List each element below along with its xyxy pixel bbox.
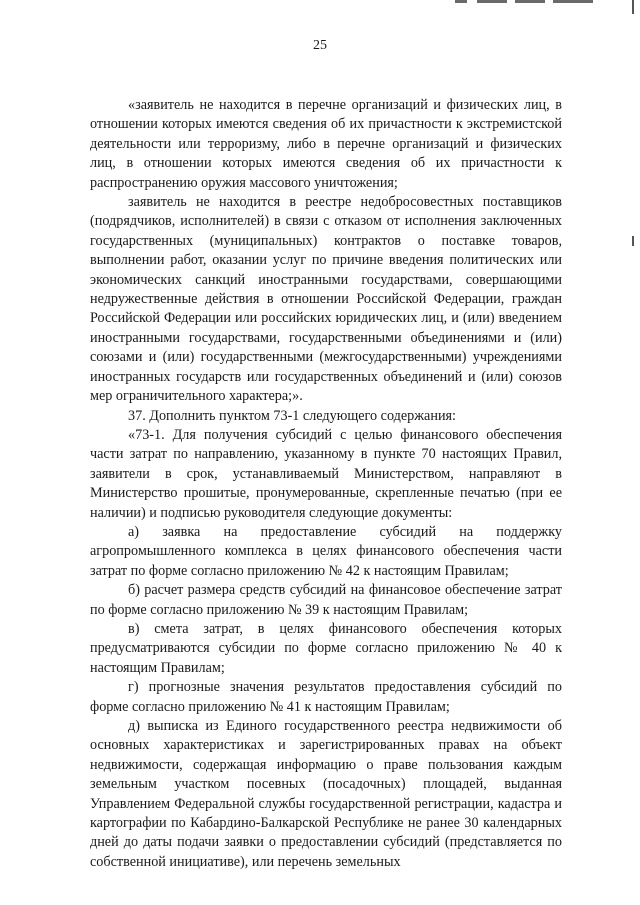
paragraph-extremism-list: «заявитель не находится в перечне организаций и физических лиц, в отношении которых имеются сведения об их причастности к экстремистской деятельности или терроризму, либо в перечне организаций и физических лиц, в отношении которых имеются сведения об их причастности к распространению оружия массового уничтожения; [90,97,562,191]
paragraph-item-37: 37. Дополнить пунктом 73-1 следующего содержания: [128,407,457,424]
list-item-a: а) заявка на предоставление субсидий на поддержку агропромышленного комплекса в целях финансового обеспечения части затрат по форме согласно приложению № 42 к настоящим Правилам; [90,523,562,579]
scan-artifact-edge-top [632,0,634,14]
scan-artifact-edge-middle [632,236,634,246]
document-body [90,96,562,872]
page-number: 25 [313,38,327,53]
list-item-g: г) прогнозные значения результатов предоставления субсидий по форме согласно приложению № 41 к настоящим Правилам; [90,679,562,715]
paragraph-unreliable-suppliers-registry: заявитель не находится в реестре недобросовестных поставщиков (подрядчиков, исполнителей) в связи с отказом от исполнения заключенных государственных (муниципальных) контрактов о поставке товаров, выполнении работ, оказании услуг по причине введения политических или экономических санкций иностранными государствами, совершающими недружественные действия в отношении Российской Федерации, граждан Российской Федерации или российских юридических лиц, и (или) введением иностранными государствами, государственными объединениями и (или) союзами и (или) государственными (межгосударственными) учреждениями иностранных государств или государственных объединений и (или) союзов мер ограничительного характера;». [90,194,562,405]
list-item-d: д) выписка из Единого государственного реестра недвижимости об основных характеристиках и зарегистрированных правах на объект недвижимости, содержащая информацию о праве пользования каждым земельным участком посевных (посадочных) площадей, выданная Управлением Федеральной службы государственной регистрации, кадастра и картографии по Кабардино-Балкарской Республике не ранее 30 календарных дней до даты подачи заявки о предоставлении субсидий (представляется по собственной инициативе), или перечень земельных [90,718,562,870]
list-item-b: б) расчет размера средств субсидий на финансовое обеспечение затрат по форме согласно приложению № 39 к настоящим Правилам; [90,582,562,618]
scan-artifact-top [455,0,605,4]
list-item-v: в) смета затрат, в целях финансового обеспечения которых предусматриваются субсидии по форме согласно приложению № 40 к настоящим Правилам; [90,620,562,676]
paragraph-item-73-1: «73-1. Для получения субсидий с целью финансового обеспечения части затрат по направлению, указанному в пункте 70 настоящих Правил, заявители в срок, устанавливаемый Министерством, направляют в Министерство прошитые, пронумерованные, скрепленные печатью (при ее наличии) и подписью руководителя следующие документы: [90,426,562,521]
